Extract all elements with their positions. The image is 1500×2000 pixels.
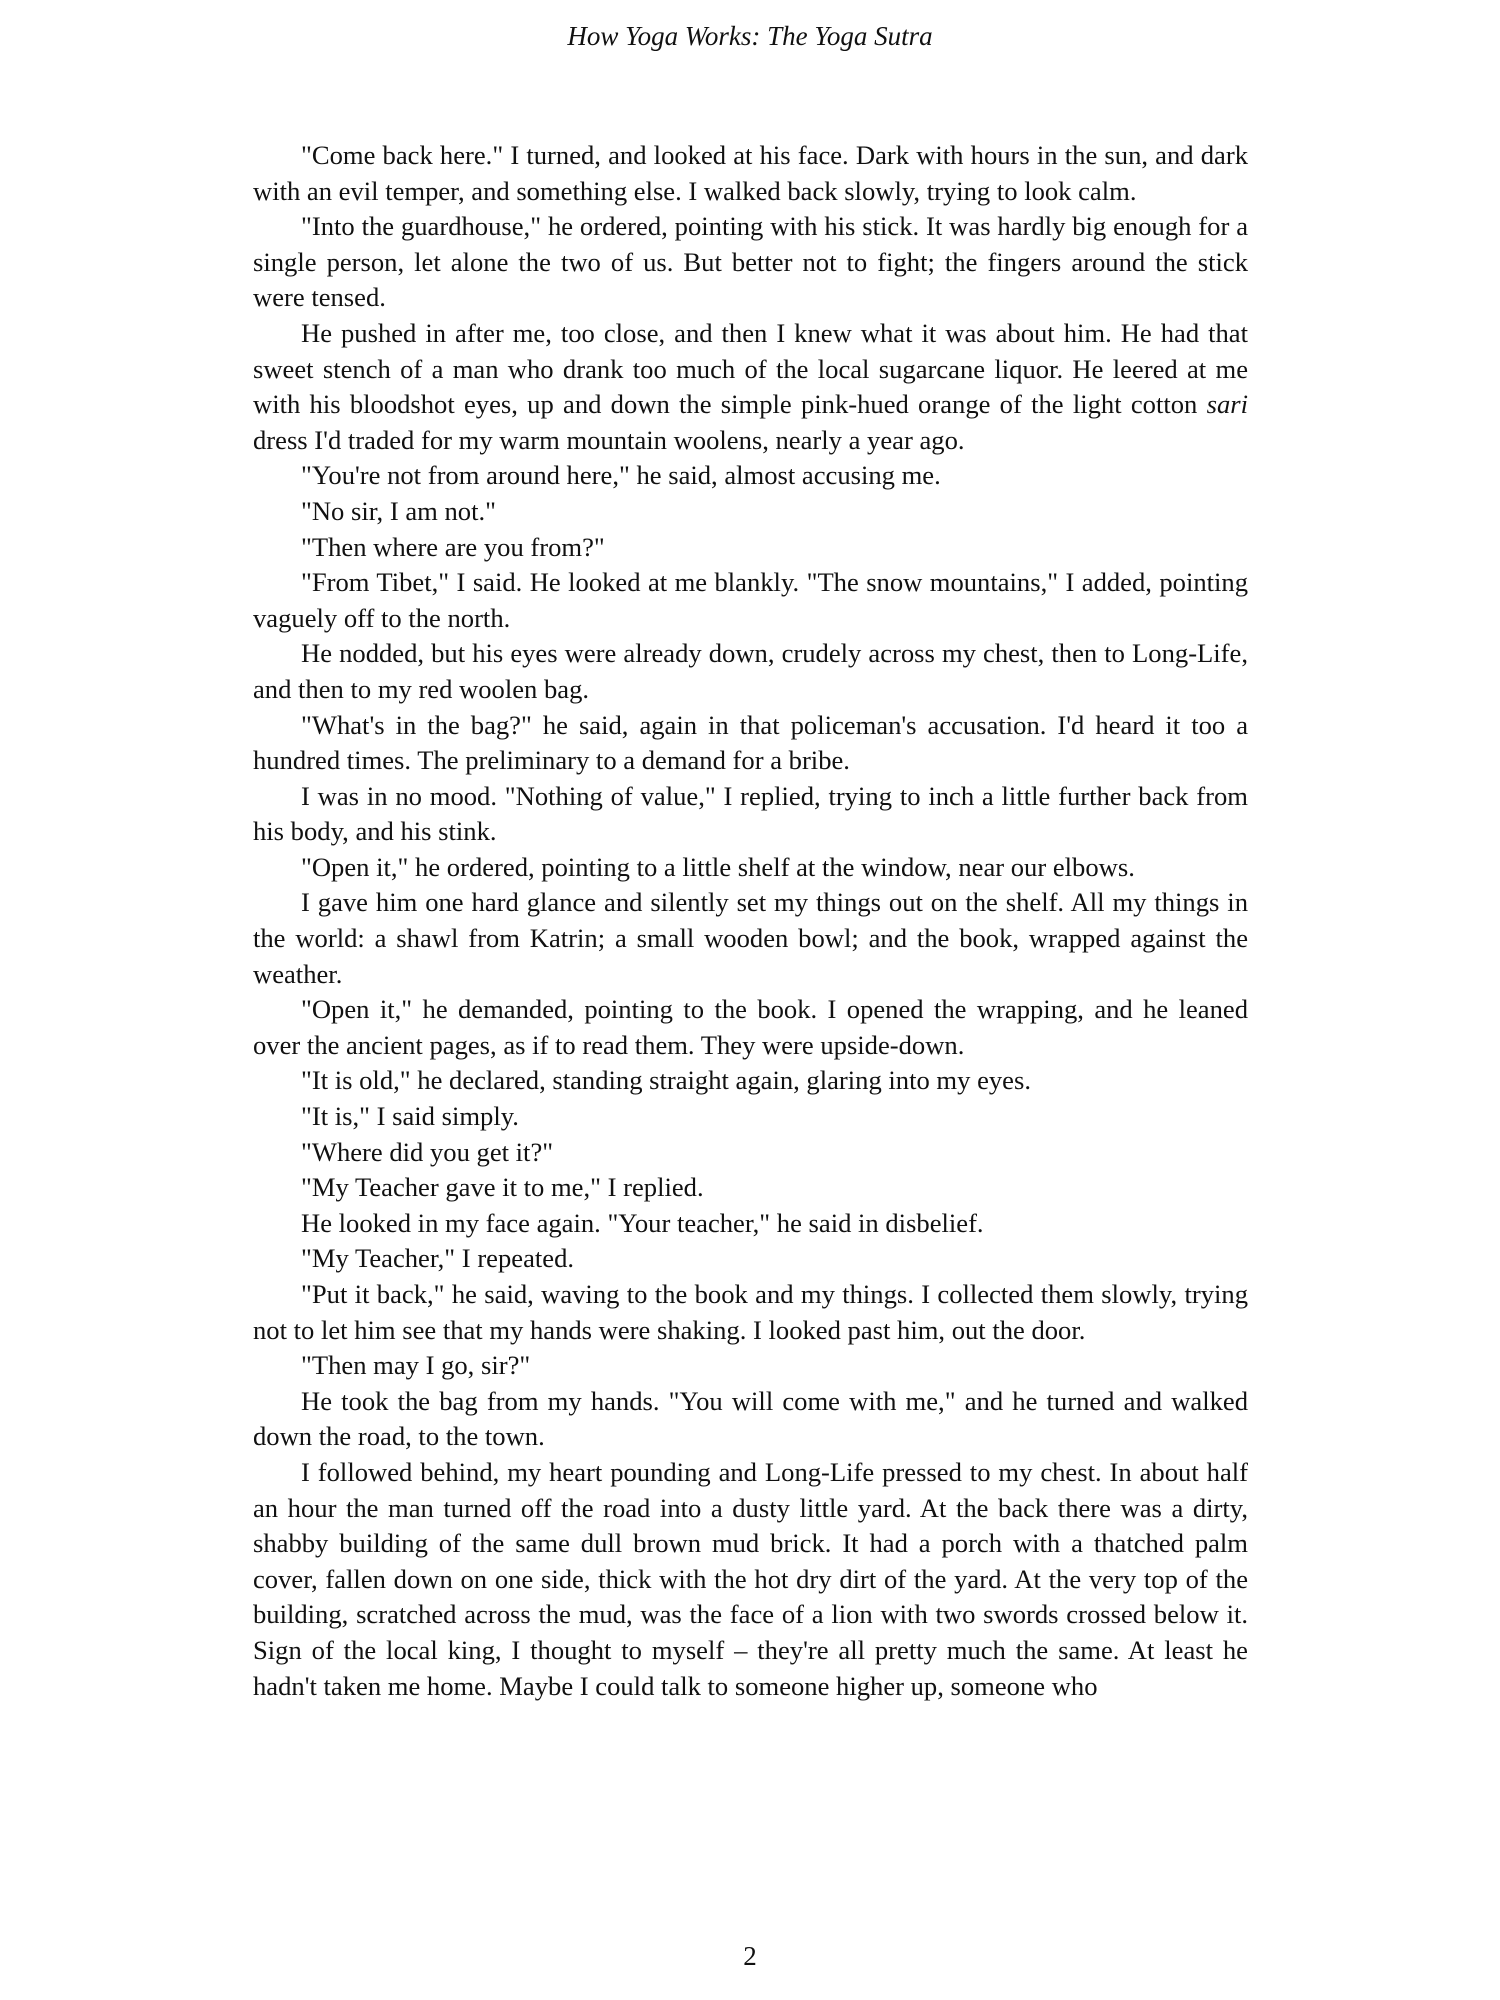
running-header: How Yoga Works: The Yoga Sutra <box>567 21 933 51</box>
paragraph: He nodded, but his eyes were already down, crudely across my chest, then to Long-Life, and then to my red woolen bag. <box>253 638 1248 704</box>
paragraph: "No sir, I am not." <box>301 495 496 526</box>
paragraph: "Where did you get it?" <box>301 1136 554 1167</box>
paragraph: "What's in the bag?" he said, again in that policeman's accusation. I'd heard it too a hundred times. The preliminary to a demand for a bribe. <box>253 709 1248 776</box>
paragraph: "From Tibet," I said. He looked at me blankly. "The snow mountains," I added, pointing vaguely off to the north. <box>253 567 1248 633</box>
paragraph: "You're not from around here," he said, almost accusing me. <box>301 460 941 491</box>
paragraph: I followed behind, my heart pounding and Long-Life pressed to my chest. In about half an hour the man turned off the road into a dusty little yard. At the back there was a dirty, shabby building of the same dull brown mud brick. It had a porch with a thatched palm cover, fallen down on one side, thick with the hot dry dirt of the yard. At the very top of the building, scratched across the mud, was the face of a lion with two swords crossed below it. Sign of the local king, I thought to myself – they're all pretty much the same. At least he hadn't taken me home. Maybe I could talk to someone higher up, someone who <box>253 1456 1248 1701</box>
paragraph: He looked in my face again. "Your teacher," he said in disbelief. <box>301 1207 984 1238</box>
paragraph-text: He pushed in after me, too close, and then I knew what it was about him. He had that sweet stench of a man who drank too much of the local sugarcane liquor. He leered at me with his bloodshot eyes, up and down the simple pink-hued orange of the light cotton <box>253 317 1248 420</box>
paragraph: "It is," I said simply. <box>301 1101 519 1132</box>
paragraph: "Come back here." I turned, and looked at his face. Dark with hours in the sun, and dark with an evil temper, and something else. I walked back slowly, trying to look calm. <box>253 140 1248 206</box>
italic-word: sari <box>1206 389 1248 420</box>
paragraph: I was in no mood. "Nothing of value," I replied, trying to inch a little further back from his body, and his stink. <box>253 780 1248 847</box>
paragraph: "My Teacher gave it to me," I replied. <box>301 1172 704 1203</box>
paragraph: "Put it back," he said, waving to the book and my things. I collected them slowly, trying not to let him see that my hands were shaking. I looked past him, out the door. <box>253 1279 1248 1345</box>
paragraph: "Open it," he demanded, pointing to the book. I opened the wrapping, and he leaned over the ancient pages, as if to read them. They were upside-down. <box>253 994 1248 1060</box>
page-number: 2 <box>743 1941 757 1971</box>
paragraph: "Open it," he ordered, pointing to a little shelf at the window, near our elbows. <box>301 851 1135 882</box>
body-text <box>253 138 1248 1704</box>
paragraph: "Then where are you from?" <box>301 531 605 562</box>
paragraph: I gave him one hard glance and silently set my things out on the shelf. All my things in the world: a shawl from Katrin; a small wooden bowl; and the book, wrapped against the weather. <box>253 887 1248 989</box>
paragraph <box>253 316 1248 458</box>
paragraph: "It is old," he declared, standing straight again, glaring into my eyes. <box>301 1065 1031 1096</box>
paragraph: He took the bag from my hands. "You will come with me," and he turned and walked down the road, to the town. <box>253 1385 1248 1452</box>
paragraph: "Into the guardhouse," he ordered, pointing with his stick. It was hardly big enough for a single person, let alone the two of us. But better not to fight; the fingers around the stick were tensed. <box>253 211 1248 313</box>
paragraph: "Then may I go, sir?" <box>301 1350 531 1381</box>
paragraph: "My Teacher," I repeated. <box>301 1243 575 1274</box>
paragraph-text-continued: dress I'd traded for my warm mountain woolens, nearly a year ago. <box>253 424 965 455</box>
